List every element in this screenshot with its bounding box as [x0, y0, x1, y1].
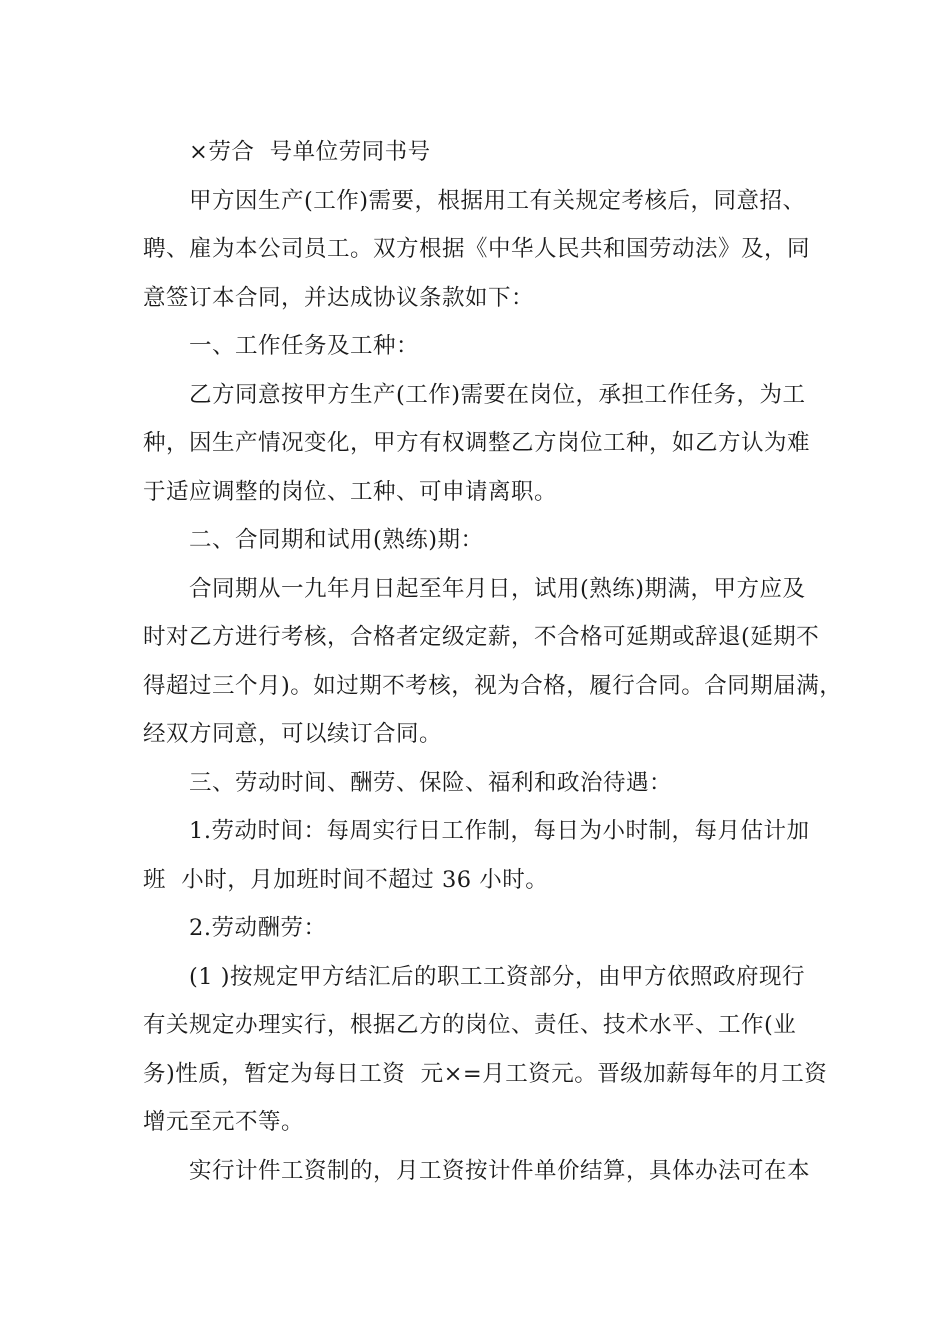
paragraph-line: 于适应调整的岗位、工种、可申请离职。: [143, 478, 558, 505]
contract-body: [143, 128, 843, 1195]
paragraph-line: 得超过三个月)。如过期不考核，视为合格，履行合同。合同期届满，: [143, 672, 843, 699]
section-heading: 三、劳动时间、酬劳、保险、福利和政治待遇：: [189, 769, 673, 796]
paragraph-line: 1.劳动时间：每周实行日工作制，每日为小时制，每月估计加: [189, 818, 810, 844]
paragraph-line: (1 )按规定甲方结汇后的职工工资部分，由甲方依照政府现行: [189, 963, 806, 990]
paragraph-line: 增元至元不等。: [143, 1109, 305, 1135]
paragraph-line: 时对乙方进行考核，合格者定级定薪，不合格可延期或辞退(延期不: [143, 624, 820, 650]
paragraph-line: 经双方同意，可以续订合同。: [143, 721, 443, 747]
paragraph-line: 有关规定办理实行，根据乙方的岗位、责任、技术水平、工作(业: [143, 1012, 797, 1038]
section-heading: 二、合同期和试用(熟练)期：: [189, 527, 484, 553]
paragraph-line: 聘、雇为本公司员工。双方根据《中华人民共和国劳动法》及，同: [143, 236, 811, 262]
paragraph-line: 甲方因生产(工作)需要，根据用工有关规定考核后，同意招、: [189, 187, 806, 214]
paragraph-line: 意签订本合同，并达成协议条款如下：: [143, 284, 535, 311]
paragraph-line: 乙方同意按甲方生产(工作)需要在岗位，承担工作任务，为工: [189, 381, 806, 408]
paragraph-line: 务)性质，暂定为每日工资 元×=月工资元。晋级加薪每年的月工资: [143, 1060, 828, 1087]
paragraph-line: 合同期从一九年月日起至年月日，试用(熟练)期满，甲方应及: [189, 575, 806, 602]
paragraph-line: 班 小时，月加班时间不超过 36 小时。: [143, 866, 549, 893]
paragraph-line: 实行计件工资制的，月工资按计件单价结算，具体办法可在本: [189, 1157, 811, 1184]
paragraph-line: 种，因生产情况变化，甲方有权调整乙方岗位工种，如乙方认为难: [143, 430, 811, 456]
subsection-heading: 2.劳动酬劳：: [189, 915, 327, 941]
section-heading: 一、工作任务及工种：: [189, 333, 420, 359]
document-heading: ×劳合 号单位劳同书号: [189, 139, 431, 165]
